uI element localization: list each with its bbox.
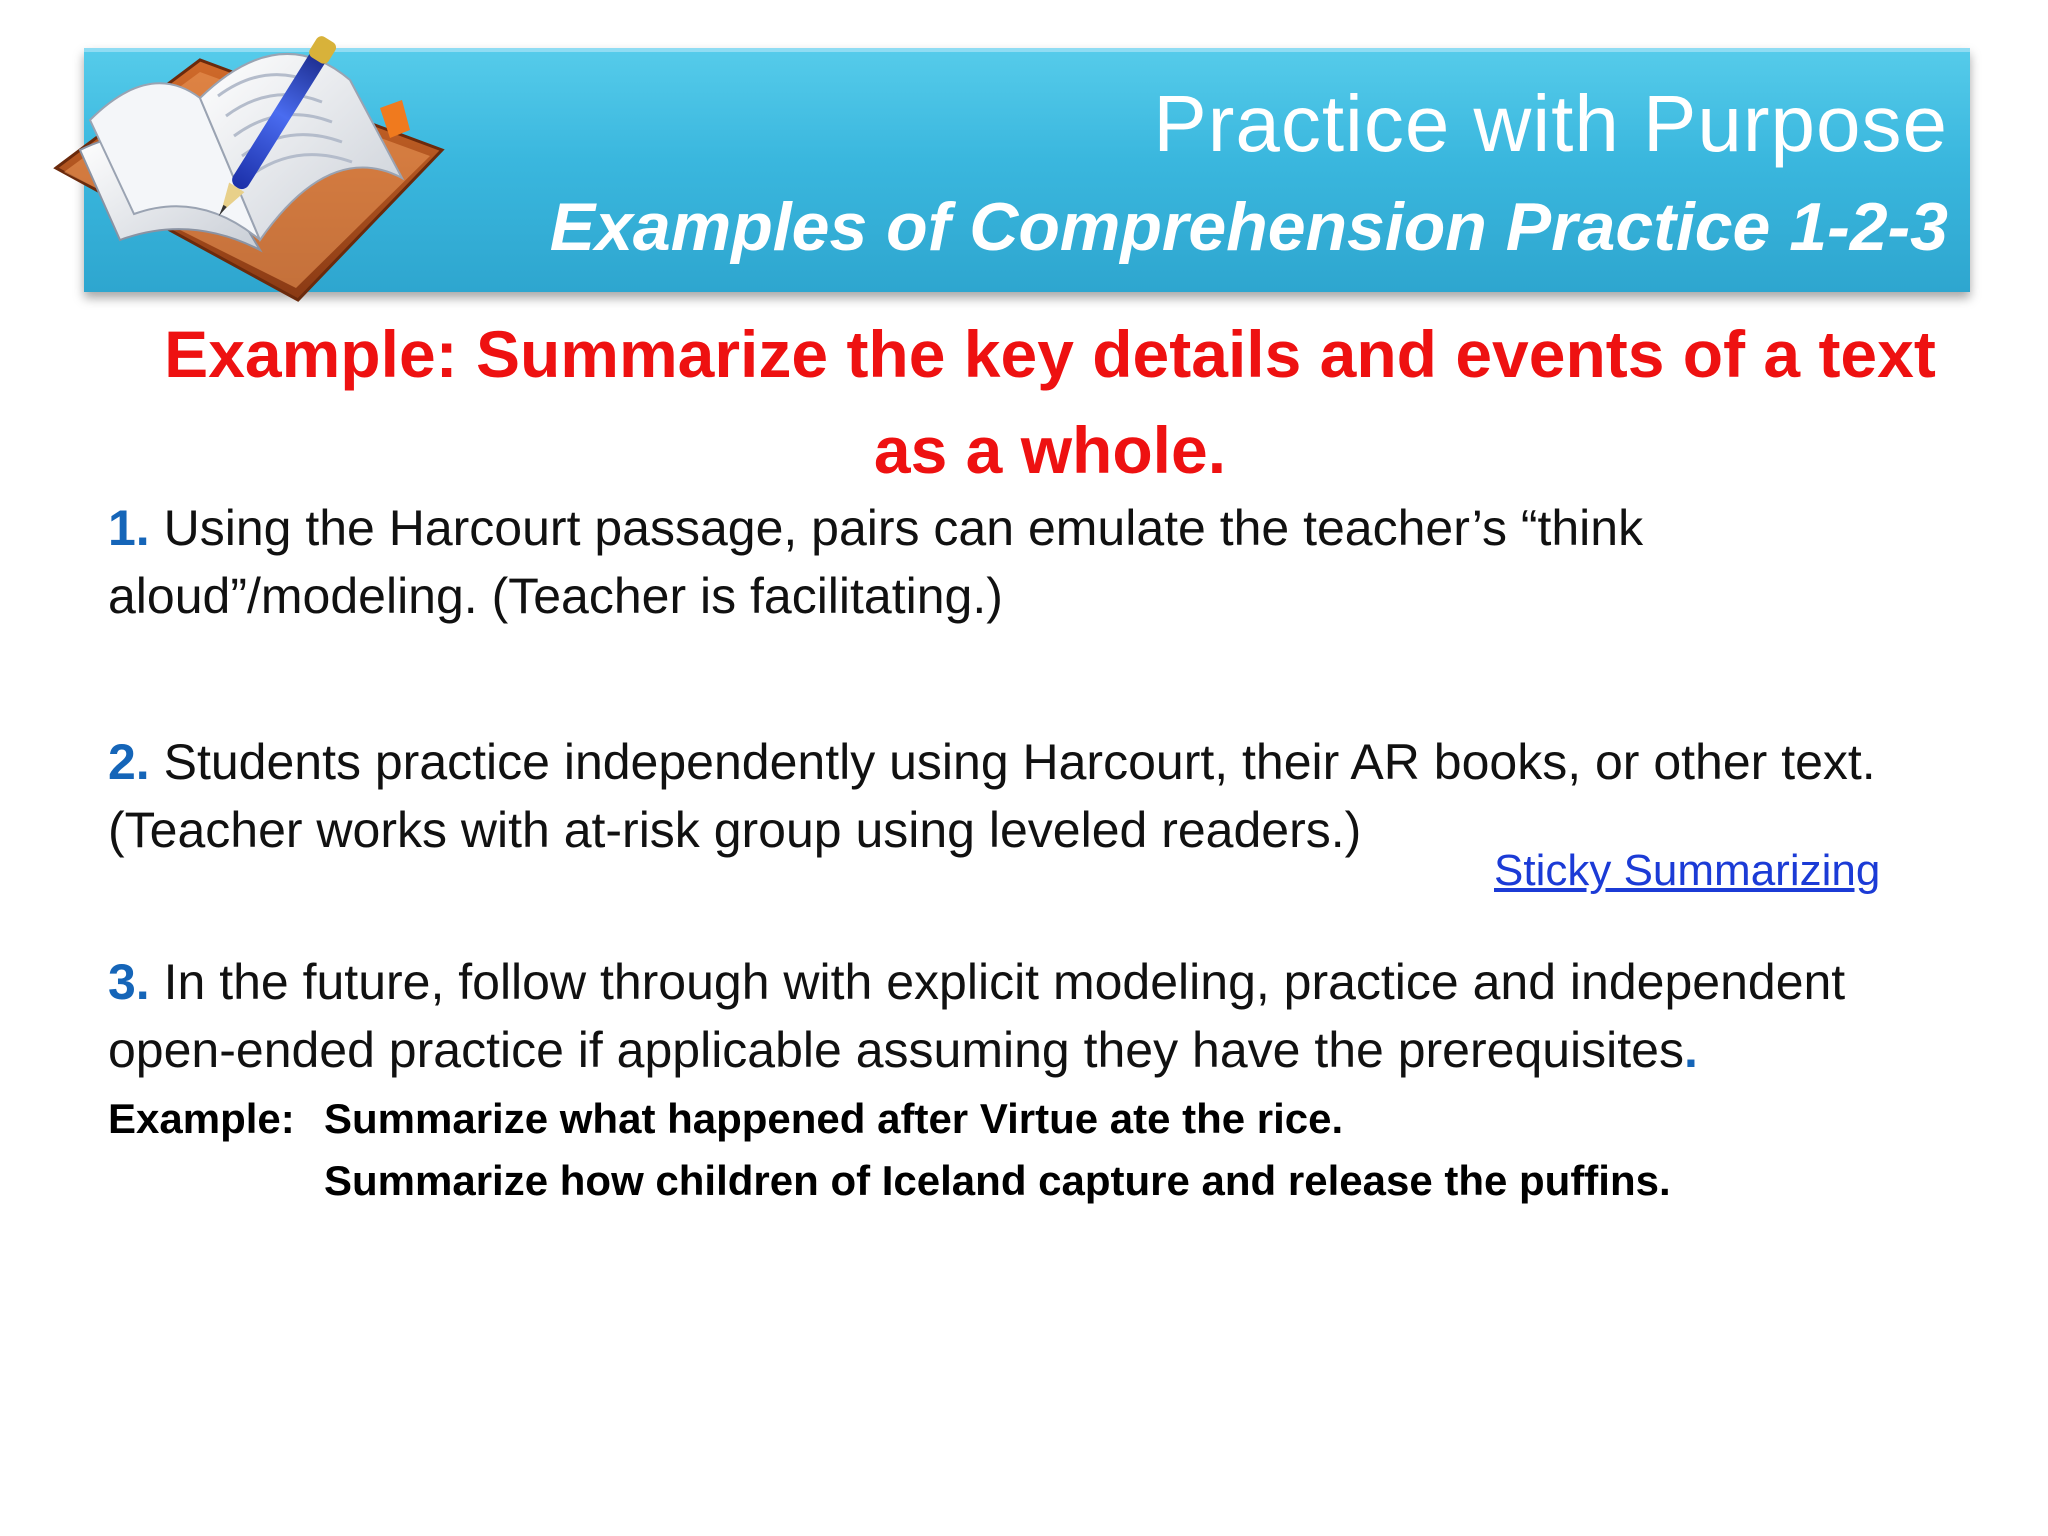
example-line-2: Summarize how children of Iceland capture and release the puffins. (324, 1157, 1671, 1204)
item-text-line-2: open-ended practice if applicable assuming they have the prerequisites (108, 1022, 1684, 1078)
list-item-2 (108, 728, 2008, 864)
examples-indent (108, 1150, 324, 1212)
slide-subtitle: Examples of Comprehension Practice 1-2-3 (549, 189, 1948, 265)
item-number: 2. (108, 734, 150, 790)
examples-label: Example: (108, 1095, 295, 1142)
item-text-line-1: Students practice independently using Harcourt, their AR books, or other text. (163, 734, 1876, 790)
item-number: 1. (108, 500, 150, 556)
item-trailing-period: . (1683, 1022, 1698, 1078)
sticky-summarizing-link[interactable]: Sticky Summarizing (1494, 846, 1881, 895)
list-item-1 (108, 494, 2008, 630)
example-line-1: Summarize what happened after Virtue ate the rice. (324, 1095, 1344, 1142)
item-text-line-1: In the future, follow through with explicit modeling, practice and independent (163, 954, 1846, 1010)
list-item-3 (108, 948, 2008, 1084)
item-text-line-2: aloud”/modeling. (Teacher is facilitating.) (108, 568, 1003, 624)
item-text-line-1: Using the Harcourt passage, pairs can emulate the teacher’s “think (163, 500, 1644, 556)
examples-block (108, 1088, 1671, 1212)
item-text-line-2: (Teacher works with at-risk group using leveled readers.) (108, 802, 1362, 858)
example-heading (90, 306, 2010, 498)
heading-line-1: Example: Summarize the key details and events of a text (164, 317, 1936, 391)
open-book-with-pen-icon (50, 0, 450, 320)
heading-line-2: as a whole. (873, 413, 1227, 487)
slide-title: Practice with Purpose (1153, 79, 1948, 168)
item-number: 3. (108, 954, 150, 1010)
